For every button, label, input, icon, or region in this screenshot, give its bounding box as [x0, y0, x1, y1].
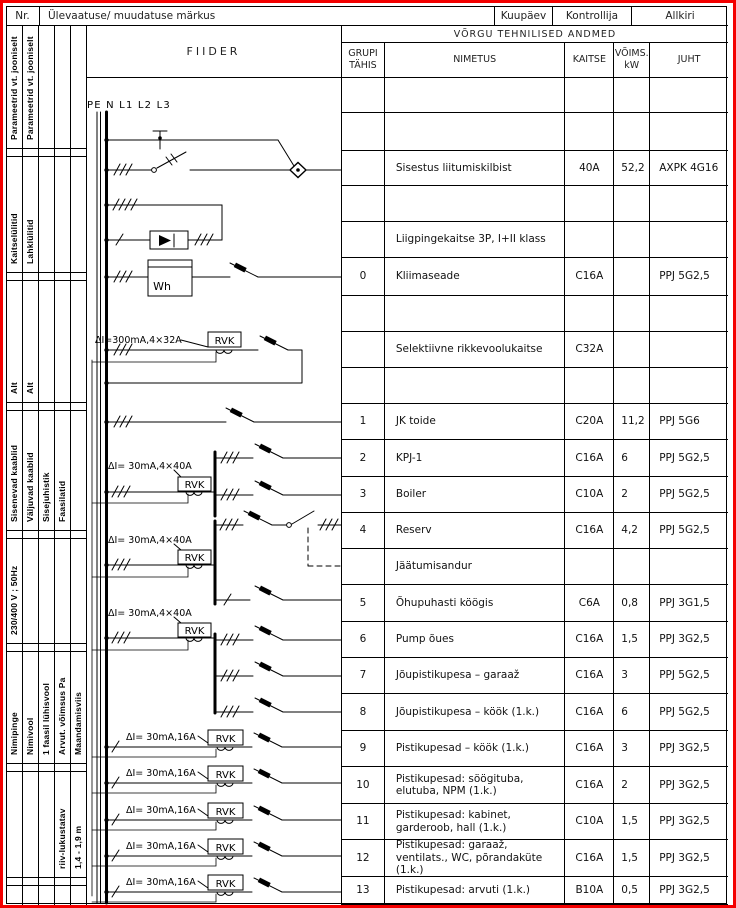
rcd-box-label: RVK [215, 843, 236, 854]
col-header-cable: JUHT [650, 43, 728, 78]
rcd-subgroup-b [92, 511, 341, 605]
row-cable-cell: PPJ 5G2,5 [650, 658, 728, 694]
sidebar-grid-line [6, 877, 86, 878]
rcd-subgroup-a [92, 444, 341, 516]
table-row [342, 877, 728, 905]
row-power-cell: 0,5 [614, 877, 650, 905]
row-name-cell: Pistikupesad: garaaž, ventilats., WC, põrandaküte (1.k.) [385, 840, 566, 877]
rcd-box-label: RVK [184, 480, 205, 491]
rcd-subgroup-c [92, 617, 341, 717]
surge-protector-branch [107, 199, 223, 249]
sidebar-grid-line [38, 26, 39, 905]
nr-cell: Nr. [6, 6, 40, 26]
rcd-rating: ΔI= 30mA,16A [126, 877, 196, 888]
row-name-cell: Reserv [385, 513, 566, 549]
row-power-cell [614, 332, 650, 368]
sidebar-label: Faasilatid [57, 480, 67, 522]
sidebar-label: 230/400 V ; 50Hz [9, 565, 19, 635]
row-name-cell [385, 296, 566, 332]
row-name-cell: Pistikupesad – köök (1.k.) [385, 731, 566, 767]
schematic [86, 26, 341, 905]
table-row [342, 78, 728, 113]
sidebar-label: Nimivool [25, 717, 35, 755]
row-name-cell: Õhupuhasti köögis [385, 585, 566, 622]
table-row [342, 549, 728, 585]
row-group-cell [342, 151, 385, 186]
row-cable-cell [650, 222, 728, 258]
date-cell: Kuupäev [495, 6, 553, 26]
row-protection-cell: C16A [565, 440, 614, 477]
revision-header [6, 6, 728, 26]
row-protection-cell: 40A [565, 151, 614, 186]
row-name-cell: Pistikupesad: arvuti (1.k.) [385, 877, 566, 905]
surge-protector-symbol [150, 231, 188, 249]
sidebar-grid-line [6, 280, 86, 281]
row-power-cell: 4,2 [614, 513, 650, 549]
row-cable-cell: PPJ 3G2,5 [650, 840, 728, 877]
row-power-cell: 2 [614, 767, 650, 804]
row-group-cell [342, 549, 385, 585]
row-name-cell: JK toide [385, 404, 566, 440]
meter-label: Wh [153, 280, 171, 293]
sidebar-label: 1,4 - 1,9 m [73, 825, 83, 869]
signature-cell: Allkiri [632, 6, 728, 26]
row-protection-cell: C10A [565, 804, 614, 840]
row-power-cell [614, 222, 650, 258]
row-group-cell [342, 186, 385, 222]
bus-label: PE N L1 L2 L3 [87, 100, 171, 111]
row-group-cell [342, 78, 385, 113]
bus-lines [92, 112, 107, 903]
sidebar-grid-line [6, 538, 86, 539]
table-row [342, 477, 728, 513]
sidebar-grid-line [6, 402, 86, 403]
sidebar-grid-line [54, 26, 55, 905]
rcd-box-label: RVK [184, 553, 205, 564]
sidebar-label: Arvut. võimsus Pa [57, 677, 67, 755]
rcd-box-label: RVK [214, 336, 235, 347]
table-row [342, 151, 728, 186]
row-power-cell: 11,2 [614, 404, 650, 440]
row-cable-cell: AXPK 4G16 [650, 151, 728, 186]
remark-cell: Ülevaatuse/ muudatuse märkus [40, 6, 495, 26]
table-row [342, 222, 728, 258]
row-cable-cell: PPJ 5G6 [650, 404, 728, 440]
sidebar-label: Sisenevad kaablid [9, 444, 19, 522]
table-row [342, 585, 728, 622]
row-group-cell: 8 [342, 694, 385, 731]
row-protection-cell: C16A [565, 658, 614, 694]
rcd-box-label: RVK [215, 770, 236, 781]
sidebar-label: Lahklülitid [25, 219, 35, 264]
sidebar-label: 1 faasil lühisvool [41, 682, 51, 755]
row-cable-cell: PPJ 5G2,5 [650, 477, 728, 513]
row-protection-cell [565, 113, 614, 151]
sidebar-label: Maandamisviis [73, 691, 83, 755]
row-protection-cell: C16A [565, 840, 614, 877]
row-power-cell [614, 78, 650, 113]
row-name-cell: KPJ-1 [385, 440, 566, 477]
rcd-rating: ΔI= 30mA,16A [126, 841, 196, 852]
rcd-box-label: RVK [184, 626, 205, 637]
col-header-group: GRUPI TÄHIS [342, 43, 385, 78]
table-title: VÕRGU TEHNILISED ANDMED [342, 26, 728, 43]
row-group-cell: 12 [342, 840, 385, 877]
table-row [342, 694, 728, 731]
row-protection-cell: C20A [565, 404, 614, 440]
row-power-cell: 1,5 [614, 804, 650, 840]
meter-branch [107, 260, 342, 296]
network-data-table [341, 26, 728, 905]
rcd-rating: ΔI= 30mA,4×40A [108, 461, 192, 472]
row-group-cell: 9 [342, 731, 385, 767]
row-power-cell: 2 [614, 477, 650, 513]
row-power-cell [614, 186, 650, 222]
sidebar-grid-line [6, 885, 86, 886]
row-protection-cell [565, 296, 614, 332]
row-protection-cell [565, 186, 614, 222]
row-cable-cell: PPJ 3G2,5 [650, 767, 728, 804]
row-cable-cell: PPJ 5G2,5 [650, 694, 728, 731]
row-cable-cell: PPJ 5G2,5 [650, 440, 728, 477]
row-cable-cell [650, 186, 728, 222]
rcd-rating: ΔI= 30mA,16A [126, 768, 196, 779]
sidebar-label: Nimipinge [9, 712, 19, 755]
sidebar-grid-line [6, 763, 86, 764]
table-row [342, 622, 728, 658]
row-cable-cell: PPJ 3G1,5 [650, 585, 728, 622]
row-group-cell: 2 [342, 440, 385, 477]
table-row [342, 296, 728, 332]
row-name-cell: Sisestus liitumiskilbist [385, 151, 566, 186]
row-name-cell: Selektiivne rikkevoolukaitse [385, 332, 566, 368]
reserve-dashed-line [308, 528, 341, 566]
sidebar-grid-line [6, 148, 86, 149]
sidebar-grid-line [6, 156, 86, 157]
row-group-cell [342, 332, 385, 368]
table-row [342, 513, 728, 549]
sidebar-label: Kaitselülitid [9, 213, 19, 264]
row-power-cell [614, 296, 650, 332]
rcd-box-label: RVK [215, 807, 236, 818]
sidebar-label: Alt [9, 382, 19, 394]
table-row [342, 368, 728, 404]
row-group-cell [342, 368, 385, 404]
row-group-cell: 4 [342, 513, 385, 549]
table-row [342, 767, 728, 804]
sidebar-label: Alt [25, 382, 35, 394]
row-protection-cell [565, 78, 614, 113]
checker-cell: Kontrollija [553, 6, 632, 26]
row-name-cell: Kliimaseade [385, 258, 566, 296]
row-power-cell: 3 [614, 658, 650, 694]
row-protection-cell [565, 368, 614, 404]
table-row [342, 804, 728, 840]
rcd-rating: ΔI= 30mA,16A [126, 732, 196, 743]
row-protection-cell: C16A [565, 258, 614, 296]
row-power-cell [614, 113, 650, 151]
row-protection-cell: C16A [565, 513, 614, 549]
rcd-rating: ΔI= 30mA,4×40A [108, 608, 192, 619]
row-cable-cell [650, 549, 728, 585]
table-row [342, 404, 728, 440]
row-cable-cell [650, 113, 728, 151]
row-protection-cell [565, 222, 614, 258]
row-group-cell: 6 [342, 622, 385, 658]
row-name-cell [385, 186, 566, 222]
row-cable-cell: PPJ 3G2,5 [650, 804, 728, 840]
sidebar-label: Parameetrid vt. jooniselt [9, 36, 19, 140]
circuit-branch-1 [107, 408, 342, 427]
row-power-cell [614, 549, 650, 585]
row-cable-cell [650, 78, 728, 113]
sidebar-grid-line [22, 26, 23, 905]
row-protection-cell: C16A [565, 622, 614, 658]
row-protection-cell: C16A [565, 767, 614, 804]
row-group-cell: 7 [342, 658, 385, 694]
col-header-power: VÕIMS. kW [614, 43, 650, 78]
row-name-cell: Pump õues [385, 622, 566, 658]
row-cable-cell: PPJ 5G2,5 [650, 258, 728, 296]
row-group-cell [342, 222, 385, 258]
row-name-cell [385, 368, 566, 404]
row-power-cell: 1,5 [614, 840, 650, 877]
row-protection-cell: C16A [565, 694, 614, 731]
row-group-cell: 11 [342, 804, 385, 840]
rcd-box-label: RVK [215, 734, 236, 745]
table-row [342, 332, 728, 368]
table-row [342, 840, 728, 877]
col-header-protection: KAITSE [565, 43, 614, 78]
sidebar-grid-line [70, 26, 71, 905]
incoming-branch [107, 131, 342, 178]
row-name-cell: Liigpingekaitse 3P, I+II klass [385, 222, 566, 258]
sidebar-grid-line [6, 530, 86, 531]
sidebar-grid-line [6, 272, 86, 273]
row-name-cell: Pistikupesad: kabinet, garderoob, hall (1.k.) [385, 804, 566, 840]
sidebar-grid-line [6, 771, 86, 772]
row-group-cell [342, 113, 385, 151]
row-power-cell: 6 [614, 440, 650, 477]
row-name-cell: Jõupistikupesa – garaaž [385, 658, 566, 694]
rcd-main-rating: ΔI=300mA,4×32A [95, 335, 182, 346]
row-name-cell: Pistikupesad: söögituba, elutuba, NPM (1.k.) [385, 767, 566, 804]
row-cable-cell: PPJ 3G2,5 [650, 731, 728, 767]
row-cable-cell [650, 296, 728, 332]
table-body [342, 78, 728, 905]
feeder-header: FIIDER [86, 26, 341, 78]
table-row [342, 186, 728, 222]
sidebar-grid-line [6, 410, 86, 411]
sidebar-label: Sisejuhistik [41, 472, 51, 522]
table-row [342, 658, 728, 694]
sidebar-label: riiv-lukustatav [57, 808, 67, 869]
row-power-cell: 3 [614, 731, 650, 767]
row-group-cell: 0 [342, 258, 385, 296]
row-power-cell: 0,8 [614, 585, 650, 622]
row-power-cell [614, 258, 650, 296]
row-protection-cell: C32A [565, 332, 614, 368]
sidebar-label: Parameetrid vt. jooniselt [25, 36, 35, 140]
row-cable-cell: PPJ 3G2,5 [650, 622, 728, 658]
table-row [342, 731, 728, 767]
table-row [342, 258, 728, 296]
row-group-cell [342, 296, 385, 332]
row-power-cell: 1,5 [614, 622, 650, 658]
row-power-cell [614, 368, 650, 404]
row-name-cell [385, 78, 566, 113]
sidebar-label: Väljuvad kaablid [25, 452, 35, 522]
sidebar-grid-line [6, 651, 86, 652]
row-group-cell: 10 [342, 767, 385, 804]
row-group-cell: 3 [342, 477, 385, 513]
rcd-box-label: RVK [215, 879, 236, 890]
row-name-cell [385, 113, 566, 151]
row-cable-cell: PPJ 3G2,5 [650, 877, 728, 905]
row-protection-cell: C10A [565, 477, 614, 513]
row-protection-cell [565, 549, 614, 585]
connection-diamond-symbol [290, 163, 306, 178]
row-group-cell: 5 [342, 585, 385, 622]
row-power-cell: 52,2 [614, 151, 650, 186]
row-protection-cell: C16A [565, 731, 614, 767]
rcd-rating: ΔI= 30mA,4×40A [108, 535, 192, 546]
rcd-rating: ΔI= 30mA,16A [126, 805, 196, 816]
row-cable-cell: PPJ 5G2,5 [650, 513, 728, 549]
row-protection-cell: B10A [565, 877, 614, 905]
row-power-cell: 6 [614, 694, 650, 731]
sidebar-grid-line [6, 643, 86, 644]
row-group-cell: 1 [342, 404, 385, 440]
col-header-name: NIMETUS [385, 43, 566, 78]
table-row [342, 440, 728, 477]
row-protection-cell: C6A [565, 585, 614, 622]
row-group-cell: 13 [342, 877, 385, 905]
row-cable-cell [650, 368, 728, 404]
table-header-row [342, 43, 728, 78]
row-name-cell: Jäätumisandur [385, 549, 566, 585]
row-name-cell: Boiler [385, 477, 566, 513]
row-name-cell: Jõupistikupesa – köök (1.k.) [385, 694, 566, 731]
table-row [342, 113, 728, 151]
row-cable-cell [650, 332, 728, 368]
